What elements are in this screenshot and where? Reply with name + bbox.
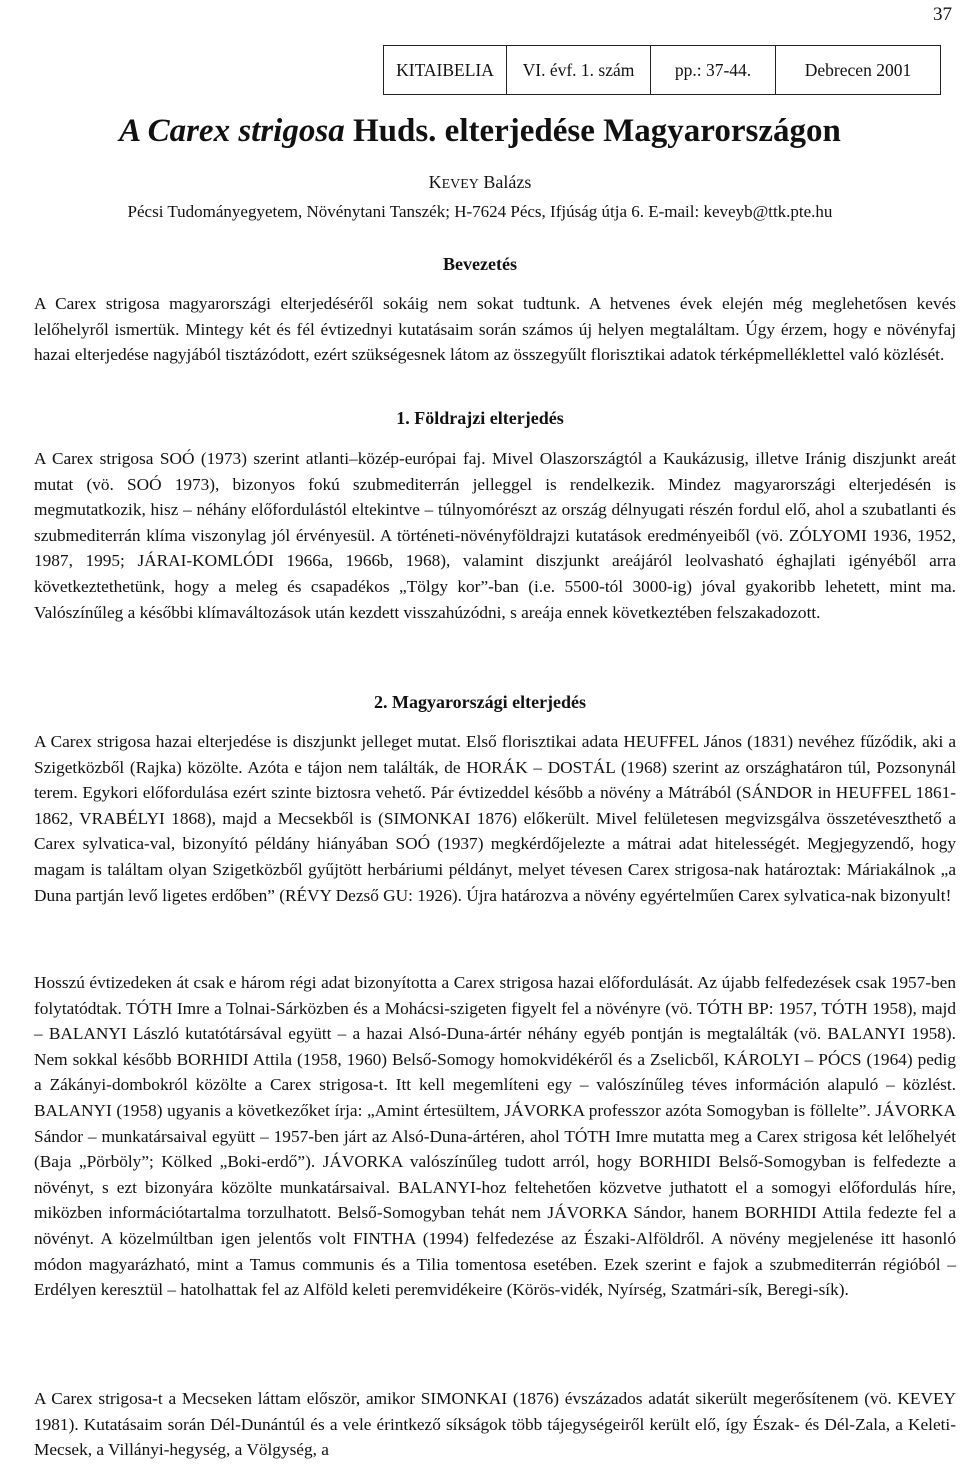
paragraph-geo: A Carex strigosa SOÓ (1973) szerint atlanti–közép-európai faj. Mivel Olaszországtól a Kaukázusig, illetve Iránig diszjunkt areát mutat (vö. SOÓ 1973), bizonyos fokú szubmediterrán jelleggel is rendelkezik. Mindez magyarországi elterjedésén is megmutatkozik, hisz – néhány előfordulástól eltekintve – túlnyomórészt az ország délnyugati részén fordul elő, ahol a szubatlanti és szubmediterrán klíma viszonylag jól érvényesül. A történeti-növényföldrajzi kutatások eredményeiből (vö. ZÓLYOMI 1936, 1952, 1987, 1995; JÁRAI-KOMLÓDI 1966a, 1966b, 1968), valamint diszjunkt areájáról leolvasható éghajlati igényéből arra következtethetünk, hogy a meleg és csapadékos „Tölgy kor”-ban (i.e. 5500-tól 3000-ig) jóval gyakoribb lehetett, mint ma. Valószínűleg a későbbi klímaváltozások után kezdett visszahúzódni, s areája ennek következtében felszakadozott.: [34, 449, 956, 622]
header-place-year: Debrecen 2001: [776, 46, 941, 95]
header-volume: VI. évf. 1. szám: [507, 46, 651, 95]
paragraph-intro: A Carex strigosa magyarországi elterjedéséről sokáig nem sokat tudtunk. A hetvenes évek elején még meglehetősen kevés lelőhelyről ismertük. Mintegy két és fél évtizednyi kutatásaim során számos új helyen megtaláltam. Úgy érzem, hogy e növényfaj hazai elterjedése nagyjából tisztázódott, ezért szükségesnek látom az összegyűlt florisztikai adatok térképmelléklettel való közlését.: [34, 294, 956, 365]
title-rest: Huds. elterjedése Magyarországon: [352, 113, 841, 149]
header-journal: KITAIBELIA: [384, 46, 507, 95]
paragraph-hu-2: Hosszú évtizedeken át csak e három régi adat bizonyította a Carex strigosa hazai előfordulását. Az újabb felfedezések csak 1957-ben folytatódtak. TÓTH Imre a Tolnai-Sárközben és a Mohácsi-szigeten figyelt fel a növényre (vö. TÓTH BP: 1957, TÓTH 1958), majd – BALANYI László kutatótársával együtt – a hazai Alsó-Duna-ártér néhány egyéb pontján is megtalálták (vö. BALANYI 1958). Nem sokkal később BORHIDI Attila (1958, 1960) Belső-Somogy homokvidékéről és a Zselicből, KÁROLYI – PÓCS (1964) pedig a Zákányi-dombokról közölte a Carex strigosa-t. Itt kell megemlíteni egy – valószínűleg téves információn alapuló – közlést. BALANYI (1958) ugyanis a következőket írja: „Amint értesültem, JÁVORKA professzor azóta Somogyban is föllelte”. JÁVORKA Sándor – munkatársaival együtt – 1957-ben járt az Alsó-Duna-ártéren, ahol TÓTH Imre mutatta meg a Carex strigosa két lelőhelyét (Baja „Pörböly”; Kölked „Boki-erdő”). JÁVORKA valószínűleg tudott arról, hogy BORHIDI Belső-Somogyban is felfedezte a növényt, s ezt bizonyára közölte munkatársaival. BALANYI-hoz feltehetően közvetve juthatott el a somogyi előfordulás híre, miközben információtartalma torzulhatott. Belső-Somogyban tehát nem JÁVORKA Sándor, hanem BORHIDI Attila fedezte fel a növényt. A közelmúltban igen jelentős volt FINTHA (1994) felfedezése az Északi-Alföldről. A növény megjelenése itt hasonló módon magyarázható, mint a Tamus communis és a Tilia tomentosa esetében. Ezek szerint e fajok a szubmediterrán régióból – Erdélyen keresztül – hatolhattak fel az Alföld keleti peremvidékeire (Körös-vidék, Nyírség, Szatmári-sík, Beregi-sík).: [34, 973, 956, 1300]
author: [0, 172, 960, 193]
paragraph-hu-1: A Carex strigosa hazai elterjedése is diszjunkt jelleget mutat. Első florisztikai adata HEUFFEL János (1831) nevéhez fűződik, aki a Szigetközből (Rajka) közölte. Azóta e tájon nem találták, de HORÁK – DOSTÁL (1968) szerint az országhatáron túl, Pozsonynál terem. Egykori előfordulása ezért szinte biztosra vehető. Pár évtizeddel később a növény a Mátrából (SÁNDOR in HEUFFEL 1861-1862, VRABÉLYI 1868), majd a Mecsekből is (SIMONKAI 1876) előkerült. Mivel felületesen megvizsgálva összetéveszthető a Carex sylvatica-val, bizonyító példány hiányában SOÓ (1937) megkérdőjelezte a mátrai adat hitelességét. Megjegyzendő, hogy magam is találtam olyan Szigetközből gyűjtött herbáriumi példányt, melyet tévesen Carex strigosa-nak határoztak: Máriakálnok „a Duna partján levő ligetes erdőben” (RÉVY Dezső GU: 1926). Újra határozva a növény egyértelműen Carex sylvatica-nak bizonyult!: [34, 732, 956, 905]
heading-hu: 2. Magyarországi elterjedés: [373, 692, 587, 712]
author-initial: K: [428, 172, 442, 192]
header-pages: pp.: 37-44.: [651, 46, 776, 95]
affiliation: Pécsi Tudományegyetem, Növénytani Tanszék; H-7624 Pécs, Ifjúság útja 6. E-mail: keveyb@ttk.pte.hu: [127, 202, 833, 221]
paragraph-hu-3: A Carex strigosa-t a Mecseken láttam először, amikor SIMONKAI (1876) évszázados adatát sikerült megerősítenem (vö. KEVEY 1981). Kutatásaim során Dél-Dunántúl és a vele érintkező síkságok több tájegységeiről került elő, így Észak- és Dél-Zala, a Keleti-Mecsek, a Villányi-hegység, a Völgység, a: [34, 1389, 956, 1460]
paper-title: [0, 113, 960, 150]
journal-header-table: [383, 45, 941, 95]
author-surname: EVEY: [441, 177, 479, 192]
heading-intro: Bevezetés: [443, 254, 517, 274]
title-species: A Carex strigosa: [119, 113, 345, 149]
page-number: 37: [933, 4, 952, 25]
author-given: Balázs: [483, 172, 532, 192]
heading-geo: 1. Földrajzi elterjedés: [396, 408, 564, 428]
